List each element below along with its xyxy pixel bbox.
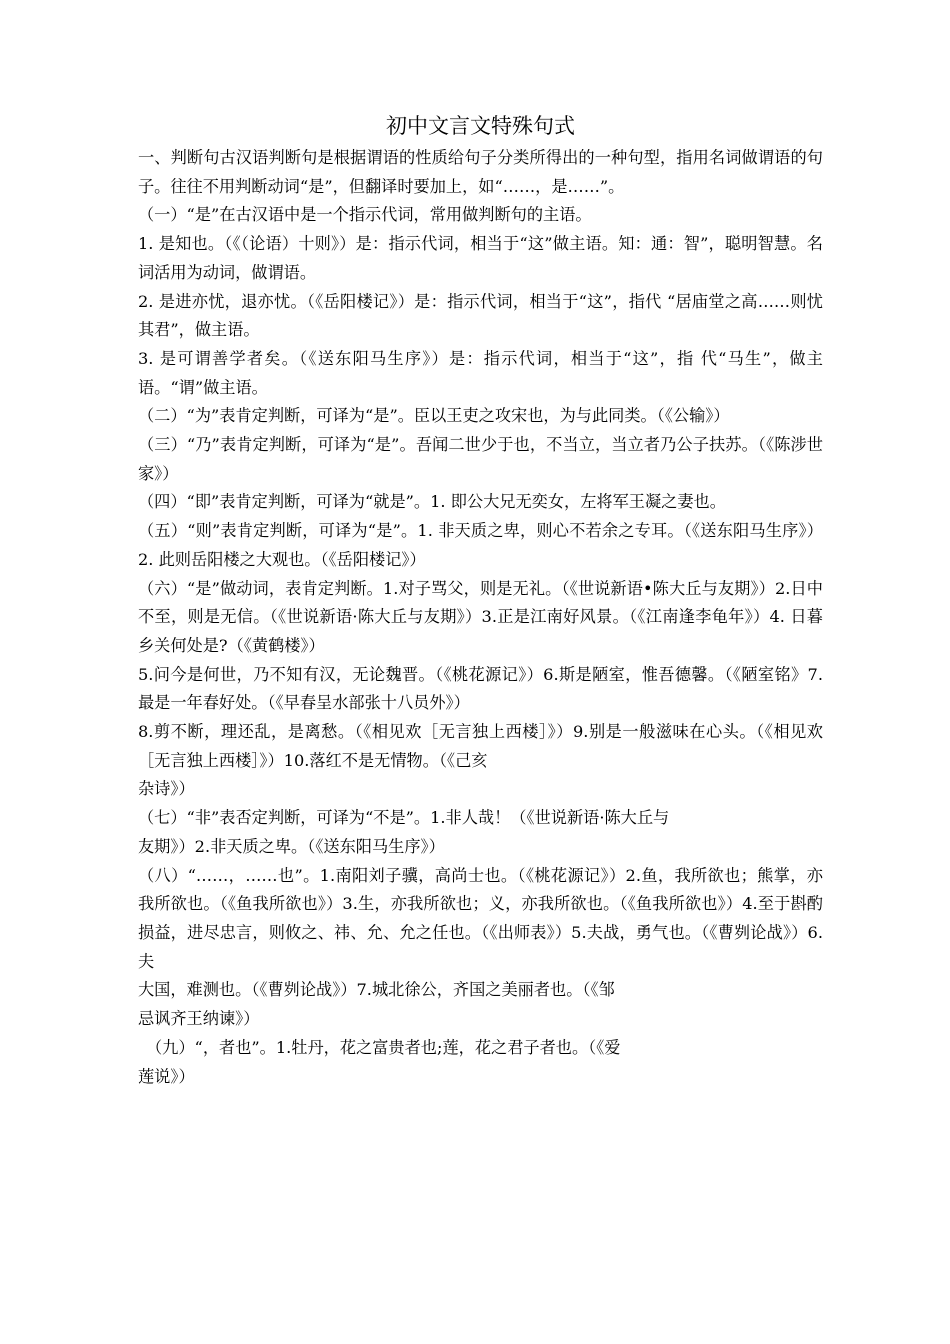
paragraph-section-6-cont-3: 杂诗》） [138,779,195,799]
paragraph-section-6-cont-1: 5.问今是何世，乃不知有汉，无论魏晋。（《桃花源记》）6.斯是陋室，惟吾德馨。（《陋室铭》7.最是一年春好处。（《早春呈水部张十八员外》） [138,664,823,713]
paragraph-section-8-cont-2: 忌讽齐王纳谏》） [138,1009,260,1029]
paragraph-section-9-cont: 莲说》） [138,1066,195,1086]
paragraph-section-7-cont: 友期》）2.非天质之卑。（《送东阳马生序》） [138,836,445,856]
paragraph-example-3: 3. 是可谓善学者矣。（《送东阳马生序》）是：指示代词，相当于“这”，指 代“马生”，做主语。“谓”做主语。 [138,348,823,397]
document-title: 初中文言文特殊句式 [386,114,575,138]
paragraph-section-7: （七）“非”表否定判断，可译为“不是”。1.非人哉！（《世说新语·陈大丘与 [138,808,670,828]
paragraph-section-1: （一）“是”在古汉语中是一个指示代词，常用做判断句的主语。 [138,205,592,225]
document-page [138,108,823,1091]
paragraph-section-8-cont-1: 大国，难测也。（《曹刿论战》）7.城北徐公，齐国之美丽者也。（《邹 [138,980,615,1000]
paragraph-section-8: （八）“……，……也”。1.南阳刘子骥，高尚士也。（《桃花源记》）2.鱼，我所欲也；熊掌，亦我所欲也。（《鱼我所欲也》）3.生，亦我所欲也；义，亦我所欲也。（《鱼我所欲也》）4.至于斟酌损益，进尽忠言，则攸之、祎、允、允之任也。（《出师表》）5.夫战，勇气也。（《曹刿论战》）6.夫 [138,865,823,971]
paragraph-section-3: （三）“乃”表肯定判断，可译为“是”。吾闻二世少于也，不当立，当立者乃公子扶苏。（《陈涉世家》） [138,435,823,483]
paragraph-intro: 一、判断句古汉语判断句是根据谓语的性质给句子分类所得出的一种句型，指用名词做谓语的句子。往往不用判断动词“是”，但翻译时要加上，如“……，是……”。 [138,148,823,196]
paragraph-example-2: 2. 是进亦忧，退亦忧。（《岳阳楼记》）是：指示代词，相当于“这”，指代 “居庙堂之高……则忧其君”，做主语。 [138,291,823,340]
paragraph-section-5: （五）“则”表肯定判断，可译为“是”。1. 非天质之卑，则心不若余之专耳。（《送东阳马生序》）2. 此则岳阳楼之大观也。（《岳阳楼记》） [138,521,823,569]
paragraph-section-9: （九）“，者也”。1.牡丹，花之富贵者也;莲，花之君子者也。（《爱 [146,1037,621,1057]
paragraph-example-1: 1. 是知也。（《（论语）十则》）是：指示代词，相当于“这”做主语。知：通：智”，聪明智慧。名词活用为动词，做谓语。 [138,234,823,282]
paragraph-section-4: （四）“即”表肯定判断，可译为“就是”。1. 即公大兄无奕女，左将军王凝之妻也。 [138,492,726,512]
paragraph-section-6-cont-2: 8.剪不断，理还乱，是离愁。（《相见欢［无言独上西楼］》）9.别是一般滋味在心头。（《相见欢［无言独上西楼］》）10.落红不是无情物。（《己亥 [138,722,823,770]
paragraph-section-2: （二）“为”表肯定判断，可译为“是”。臣以王吏之攻宋也，为与此同类。（《公输》） [138,406,730,426]
paragraph-section-6: （六）“是”做动词，表肯定判断。1.对子骂父，则是无礼。（《世说新语•陈大丘与友期》）2.日中不至，则是无信。（《世说新语·陈大丘与友期》）3.正是江南好风景。（《江南逢李龟年》）4. 日暮乡关何处是?（《黄鹤楼》） [138,578,823,655]
